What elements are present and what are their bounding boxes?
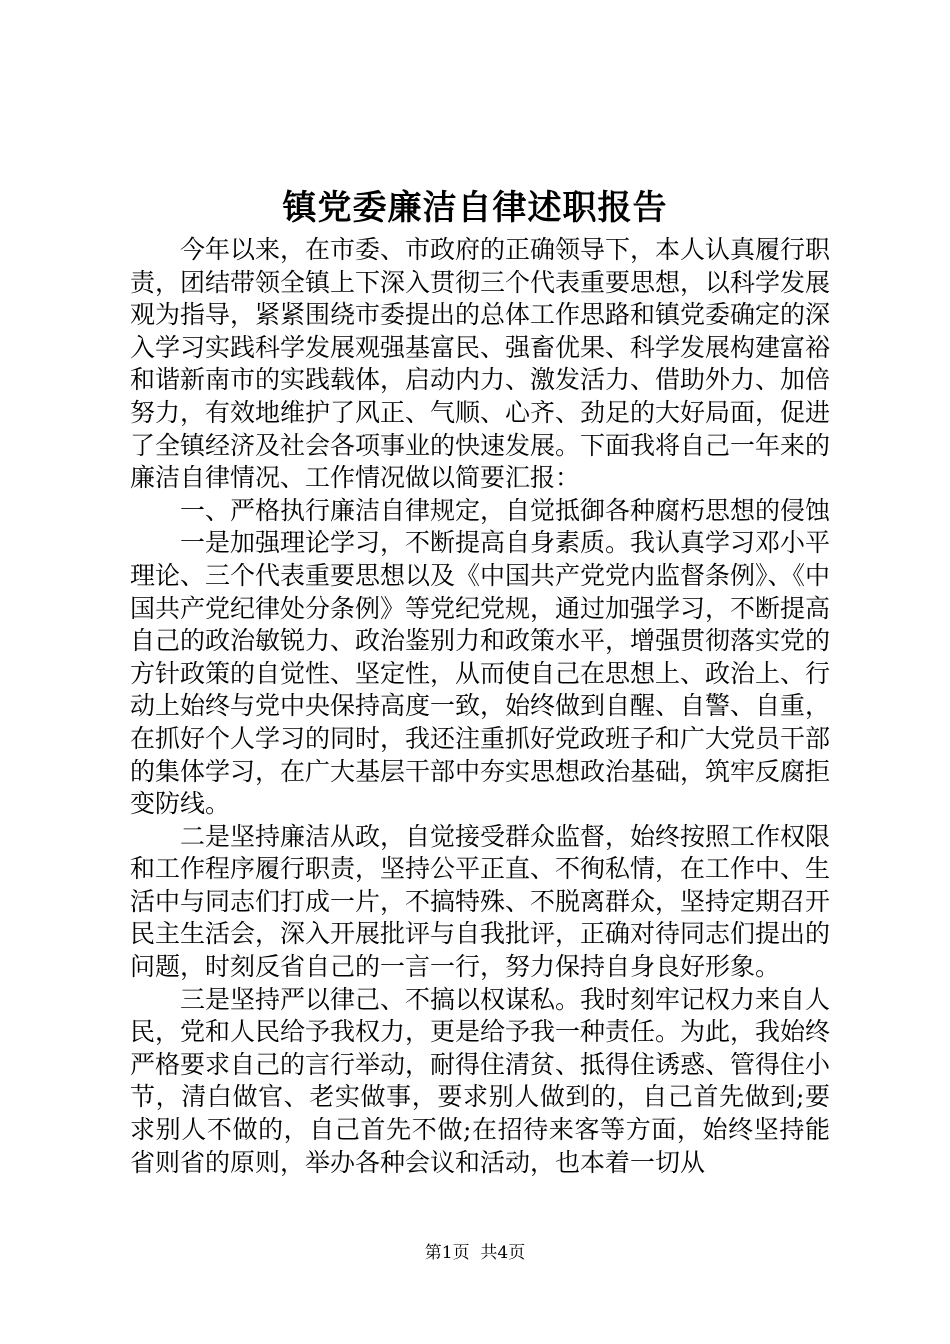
paragraph-point-2: 二是坚持廉洁从政，自觉接受群众监督，始终按照工作权限和工作程序履行职责，坚持公平正直、不徇私情，在工作中、生活中与同志们打成一片，不搞特殊、不脱离群众，坚持定期召开民主生活会，深入开展批评与自我批评，正确对待同志们提出的问题，时刻反省自己的一言一行，努力保持自身良好形象。 [130, 821, 831, 982]
page-footer [0, 1241, 950, 1265]
paragraph-point-3: 三是坚持严以律己、不搞以权谋私。我时刻牢记权力来自人民，党和人民给予我权力，更是给予我一种责任。为此，我始终严格要求自己的言行举动，耐得住清贫、抵得住诱惑、管得住小节，清白做官、老实做事，要求别人做到的，自己首先做到;要求别人不做的，自己首先不做;在招待来客等方面，始终坚持能省则省的原则，举办各种会议和活动，也本着一切从 [130, 984, 831, 1177]
paragraph-intro: 今年以来，在市委、市政府的正确领导下，本人认真履行职责，团结带领全镇上下深入贯彻三个代表重要思想，以科学发展观为指导，紧紧围绕市委提出的总体工作思路和镇党委确定的深入学习实践科学发展观强基富民、强畜优果、科学发展构建富裕和谐新南市的实践载体，启动内力、激发活力、借助外力、加倍努力，有效地维护了风正、气顺、心齐、劲足的大好局面，促进了全镇经济及社会各项事业的快速发展。下面我将自己一年来的廉洁自律情况、工作情况做以简要汇报： [130, 235, 831, 493]
page-number: 第1页 [424, 1243, 470, 1263]
paragraph-point-1: 一是加强理论学习，不断提高自身素质。我认真学习邓小平理论、三个代表重要思想以及《中国共产党党内监督条例》、《中国共产党纪律处分条例》等党纪党规，通过加强学习，不断提高自己的政治敏锐力、政治鉴别力和政策水平，增强贯彻落实党的方针政策的自觉性、坚定性，从而使自己在思想上、政治上、行动上始终与党中央保持高度一致，始终做到自醒、自警、自重，在抓好个人学习的同时，我还注重抓好党政班子和广大党员干部的集体学习，在广大基层干部中夯实思想政治基础，筑牢反腐拒变防线。 [130, 528, 831, 819]
page-total: 共4页 [480, 1243, 526, 1263]
document-body [130, 234, 830, 1179]
document-title: 镇党委廉洁自律述职报告 [282, 188, 668, 228]
section-heading-1: 一、严格执行廉洁自律规定，自觉抵御各种腐朽思想的侵蚀 [180, 495, 831, 525]
